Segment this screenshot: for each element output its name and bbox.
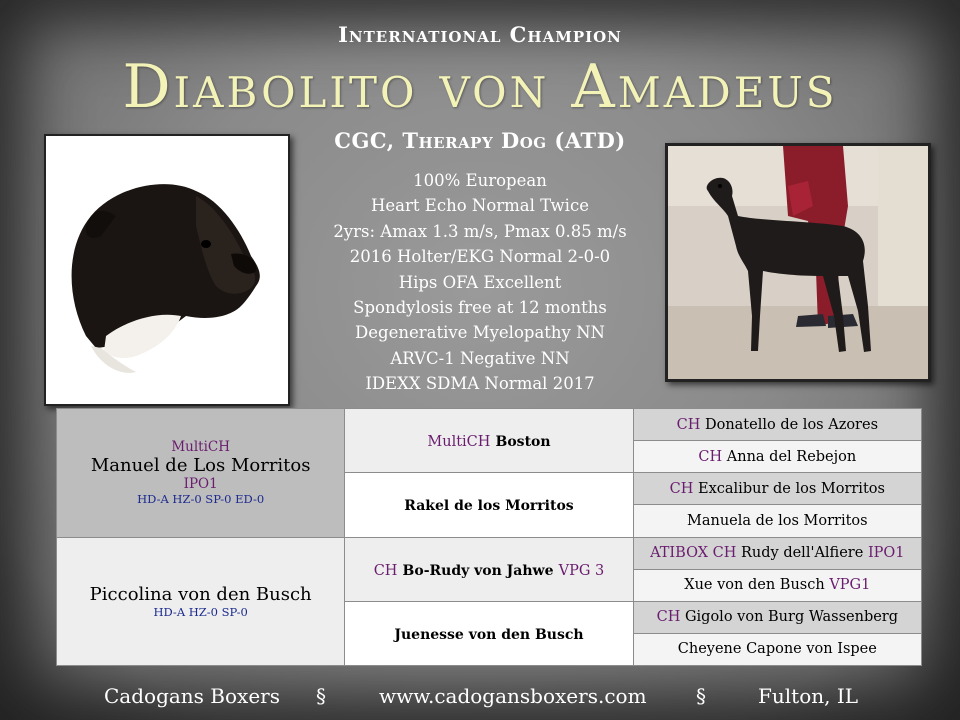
- g3-name: Donatello de los Azores: [704, 416, 879, 433]
- g3-prefix: CH: [698, 448, 723, 465]
- dam-health: HD-A HZ-0 SP-0: [153, 604, 248, 619]
- sire-cell: [57, 409, 345, 538]
- health-item: 2yrs: Amax 1.3 m/s, Pmax 0.85 m/s: [333, 221, 627, 241]
- g3-name: Excalibur de los Morritos: [698, 480, 885, 497]
- boxer-stacked-show-photo: [665, 143, 931, 382]
- footer-location: Fulton, IL: [758, 684, 859, 708]
- health-item: Hips OFA Excellent: [398, 272, 562, 292]
- sire-sire-name: Boston: [495, 434, 551, 451]
- g3-prefix: ATIBOX CH: [650, 545, 737, 562]
- dam-dam-name: Juenesse von den Busch: [394, 626, 584, 643]
- g3-name: Gigolo von Burg Wassenberg: [684, 609, 899, 626]
- g3-name: Anna del Rebejon: [726, 448, 857, 465]
- g3-cell: [633, 441, 921, 473]
- sire-prefix: MultiCH: [171, 439, 230, 456]
- health-item: 2016 Holter/EKG Normal 2-0-0: [349, 247, 611, 267]
- sire-name: Manuel de Los Morritos: [90, 455, 311, 477]
- g3-cell: [633, 409, 921, 441]
- dam-sire-name: Bo-Rudy von Jahwe: [402, 562, 554, 579]
- g3-cell: [633, 505, 921, 537]
- sire-health: HD-A HZ-0 SP-0 ED-0: [137, 492, 265, 507]
- dam-sire-suffix: VPG 3: [558, 562, 605, 579]
- dam-sire-cell: [345, 537, 633, 601]
- dam-sire-prefix: CH: [373, 562, 398, 579]
- g3-suffix: VPG1: [829, 577, 871, 594]
- g3-cell: [633, 633, 921, 665]
- boxer-show-illustration: [668, 146, 928, 379]
- g3-cell: [633, 473, 921, 505]
- g3-name: Xue von den Busch: [684, 577, 825, 594]
- sire-suffix: IPO1: [183, 476, 218, 493]
- health-item: Degenerative Myelopathy NN: [355, 323, 605, 343]
- g3-prefix: CH: [676, 416, 701, 433]
- health-item: 100% European: [413, 171, 547, 190]
- sire-dam-cell: [345, 473, 633, 537]
- g3-prefix: CH: [656, 609, 681, 626]
- g3-cell: [633, 601, 921, 633]
- pedigree-table: [56, 408, 922, 666]
- dam-cell: [57, 537, 345, 666]
- boxer-head-illustration: [46, 136, 288, 404]
- sire-sire-cell: [345, 409, 633, 473]
- g3-suffix: IPO1: [867, 545, 905, 562]
- dam-dam-cell: [345, 601, 633, 665]
- health-list: [290, 168, 670, 397]
- health-item: ARVC-1 Negative NN: [390, 348, 570, 368]
- sire-dam-name: Rakel de los Morritos: [404, 498, 574, 515]
- boxer-headshot-photo: [44, 134, 290, 406]
- dog-titles: CGC, Therapy Dog (ATD): [334, 128, 626, 153]
- health-item: IDEXX SDMA Normal 2017: [365, 374, 595, 394]
- dog-name-title: Diabolito von Amadeus: [122, 52, 838, 122]
- g3-cell: [633, 569, 921, 601]
- g3-name: Manuela de los Morritos: [687, 512, 868, 529]
- sire-sire-prefix: MultiCH: [427, 434, 491, 451]
- footer-website[interactable]: www.cadogansboxers.com: [379, 684, 647, 708]
- health-item: Heart Echo Normal Twice: [371, 196, 589, 216]
- dam-name: Piccolina von den Busch: [89, 583, 312, 605]
- g3-name: Cheyene Capone von Ispee: [677, 641, 877, 658]
- footer-kennel: Cadogans Boxers: [104, 684, 280, 708]
- g3-name: Rudy dell'Alfiere: [740, 545, 864, 562]
- footer-separator: §: [316, 684, 326, 708]
- g3-cell: [633, 537, 921, 569]
- health-item: Spondylosis free at 12 months: [353, 298, 607, 318]
- g3-prefix: CH: [669, 480, 694, 497]
- champion-subtitle: International Champion: [338, 22, 622, 47]
- footer-separator: §: [696, 684, 706, 708]
- footer: [0, 684, 960, 714]
